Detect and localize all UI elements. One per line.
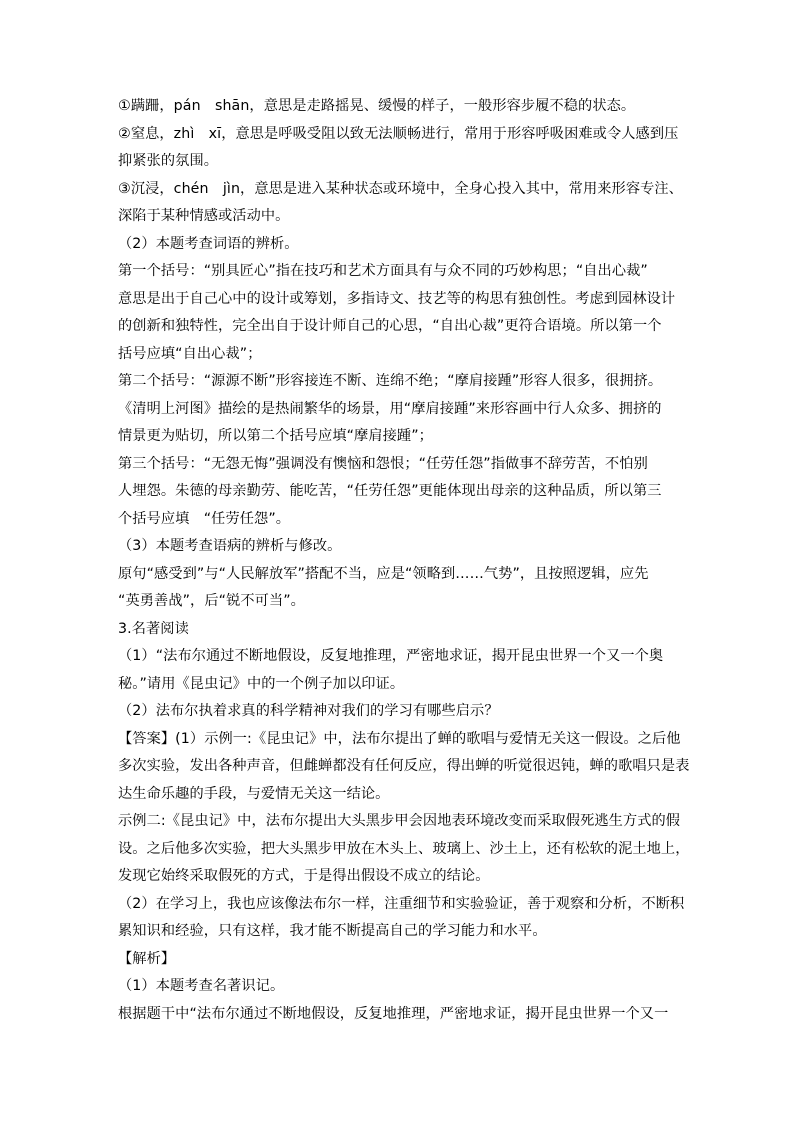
text-line: 人埋怨。朱德的母亲勤劳、能吃苦，“任劳任怨”更能体现出母亲的这种品质，所以第三 xyxy=(118,483,662,499)
text-line: （1）“法布尔通过不断地假设，反复地推理，严密地求证，揭开昆虫世界一个又一个奥 xyxy=(118,648,664,664)
text-line: ②窒息，zhì xī，意思是呼吸受阻以致无法顺畅进行，常用于形容呼吸困难或令人感到压 xyxy=(118,125,679,142)
document-body xyxy=(118,93,690,1028)
text-line: 原句“感受到”与“人民解放军”搭配不当，应是“领略到……气势”，且按照逻辑，应先 xyxy=(118,565,649,582)
text-line: 示例二:《昆虫记》中，法布尔提出大头黑步甲会因地表环境改变而采取假死逃生方式的假 xyxy=(118,813,681,829)
text-line: 累知识和经验，只有这样，我才能不断提高自己的学习能力和水平。 xyxy=(118,923,547,939)
text-line: ③沉浸，chén jìn，意思是进入某种状态或环境中，全身心投入其中，常用来形容专注、 xyxy=(118,180,683,197)
text-line: （3）本题考查语病的辨析与修改。 xyxy=(118,538,342,554)
text-line: 达生命乐趣的手段，与爱情无关这一结论。 xyxy=(118,785,390,802)
text-line: 的创新和独特性，完全出自于设计师自己的心思，“自出心裁”更符合语境。所以第一个 xyxy=(118,318,662,334)
text-line: 发现它始终采取假死的方式，于是得出假设不成立的结论。 xyxy=(118,868,490,884)
text-line: 括号应填“自出心裁”； xyxy=(118,345,262,362)
text-line: （2）本题考查词语的辨析。 xyxy=(118,235,299,252)
text-line: 第二个括号：“源源不断”形容接连不断、连绵不绝；“摩肩接踵”形容人很多，很拥挤。 xyxy=(118,373,663,389)
text-line: 意思是出于自己心中的设计或筹划，多指诗文、技艺等的构思有独创性。考虑到园林设计 xyxy=(118,290,676,307)
text-line: 【解析】 xyxy=(118,950,176,967)
text-line: 情景更为贴切，所以第二个括号应填“摩肩接踵”； xyxy=(118,428,433,444)
text-line: 设。之后他多次实验，把大头黑步甲放在木头上、玻璃上、沙土上，还有松软的泥土地上， xyxy=(118,840,690,857)
text-line: 秘。”请用《昆虫记》中的一个例子加以印证。 xyxy=(118,675,405,692)
text-line: 《清明上河图》描绘的是热闹繁华的场景，用“摩肩接踵”来形容画中行人众多、拥挤的 xyxy=(118,400,662,417)
text-line: 抑紧张的氛围。 xyxy=(118,153,219,169)
text-line: “英勇善战”，后“锐不可当”。 xyxy=(118,593,305,609)
text-line: （1）本题考查名著识记。 xyxy=(118,978,285,994)
text-line: 多次实验，发出各种声音，但雌蝉都没有任何反应，得出蝉的听觉很迟钝，蝉的歌唱只是表 xyxy=(118,758,690,774)
text-line: 第三个括号：“无怨无悔”强调没有懊恼和怨恨；“任劳任怨”指做事不辞劳苦，不怕别 xyxy=(118,455,648,472)
text-line: ①蹒跚，pán shān，意思是走路摇晃、缓慢的样子，一般形容步履不稳的状态。 xyxy=(118,98,636,114)
text-line: 个括号应填 “任劳任怨”。 xyxy=(118,510,291,527)
text-line: 3.名著阅读 xyxy=(118,620,189,637)
text-line: 【答案】(1）示例一:《昆虫记》中，法布尔提出了蝉的歌唱与爱情无关这一假设。之后他 xyxy=(118,730,681,747)
text-line: 深陷于某种情感或活动中。 xyxy=(118,208,290,224)
text-line: 根据题干中“法布尔通过不断地假设，反复地推理，严密地求证，揭开昆虫世界一个又一 xyxy=(118,1005,669,1022)
text-line: （2）法布尔执着求真的科学精神对我们的学习有哪些启示？ xyxy=(118,703,499,719)
text-line: （2）在学习上，我也应该像法布尔一样，注重细节和实验验证，善于观察和分析，不断积 xyxy=(118,895,685,912)
text-line: 第一个括号：“别具匠心”指在技巧和艺术方面具有与众不同的巧妙构思；“自出心裁” xyxy=(118,263,648,279)
